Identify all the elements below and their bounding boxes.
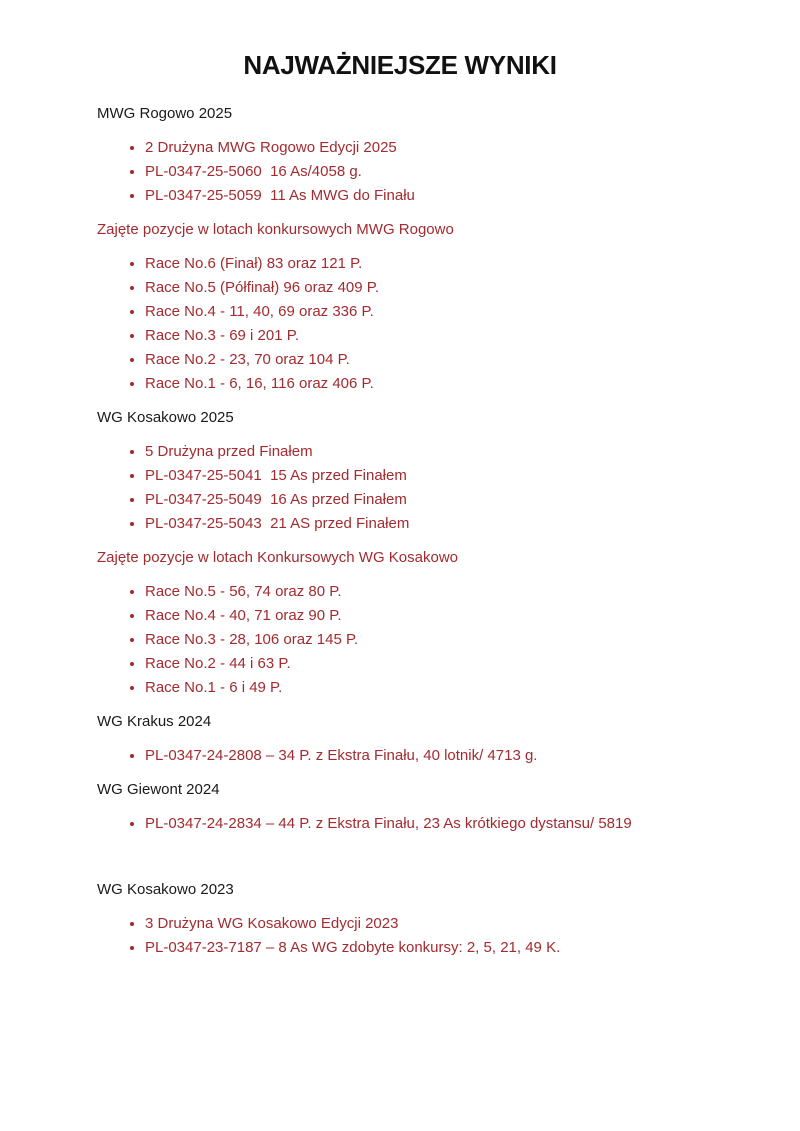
section-bullet-list xyxy=(97,580,703,700)
list-item: • Race No.1 - 6 i 49 P. xyxy=(145,676,703,700)
empty-paragraph-spacer xyxy=(97,848,703,880)
section-bullet-list xyxy=(97,252,703,396)
list-item: • Race No.4 - 11, 40, 69 oraz 336 P. xyxy=(145,300,703,324)
list-item: • PL-0347-25-5041 15 As przed Finałem xyxy=(145,464,703,488)
list-item: • Race No.5 - 56, 74 oraz 80 P. xyxy=(145,580,703,604)
section-heading: WG Kosakowo 2023 xyxy=(97,881,234,898)
list-item: • PL-0347-25-5059 11 As MWG do Finału xyxy=(145,184,703,208)
list-item: • PL-0347-25-5049 16 As przed Finałem xyxy=(145,488,703,512)
section-heading: Zajęte pozycje w lotach Konkursowych WG Kosakowo xyxy=(97,549,458,566)
section-bullet-list xyxy=(97,912,703,960)
section-bullet-list xyxy=(97,812,703,836)
list-item: • Race No.1 - 6, 16, 116 oraz 406 P. xyxy=(145,372,703,396)
list-item: • Race No.2 - 23, 70 oraz 104 P. xyxy=(145,348,703,372)
page-title: NAJWAŻNIEJSZE WYNIKI xyxy=(243,50,557,80)
list-item: • Race No.5 (Półfinał) 96 oraz 409 P. xyxy=(145,276,703,300)
section-heading: WG Giewont 2024 xyxy=(97,781,220,798)
list-item: • Race No.6 (Finał) 83 oraz 121 P. xyxy=(145,252,703,276)
list-item: • PL-0347-23-7187 – 8 As WG zdobyte konkursy: 2, 5, 21, 49 K. xyxy=(145,936,703,960)
section-heading: Zajęte pozycje w lotach konkursowych MWG Rogowo xyxy=(97,221,454,238)
list-item: • PL-0347-25-5060 16 As/4058 g. xyxy=(145,160,703,184)
sections-container xyxy=(97,104,703,960)
section-bullet-list xyxy=(97,440,703,536)
section-bullet-list xyxy=(97,136,703,208)
list-item: • PL-0347-24-2834 – 44 P. z Ekstra Finału, 23 As krótkiego dystansu/ 5819 xyxy=(145,812,703,836)
list-item: • Race No.3 - 69 i 201 P. xyxy=(145,324,703,348)
list-item: • Race No.4 - 40, 71 oraz 90 P. xyxy=(145,604,703,628)
section-heading: WG Kosakowo 2025 xyxy=(97,409,234,426)
list-item: • PL-0347-24-2808 – 34 P. z Ekstra Finału, 40 lotnik/ 4713 g. xyxy=(145,744,703,768)
list-item: • Race No.3 - 28, 106 oraz 145 P. xyxy=(145,628,703,652)
list-item: • PL-0347-25-5043 21 AS przed Finałem xyxy=(145,512,703,536)
section-heading: MWG Rogowo 2025 xyxy=(97,105,233,122)
list-item: • 2 Drużyna MWG Rogowo Edycji 2025 xyxy=(145,136,703,160)
list-item: • Race No.2 - 44 i 63 P. xyxy=(145,652,703,676)
section-bullet-list xyxy=(97,744,703,768)
list-item: • 3 Drużyna WG Kosakowo Edycji 2023 xyxy=(145,912,703,936)
section-heading: WG Krakus 2024 xyxy=(97,713,212,730)
list-item: • 5 Drużyna przed Finałem xyxy=(145,440,703,464)
